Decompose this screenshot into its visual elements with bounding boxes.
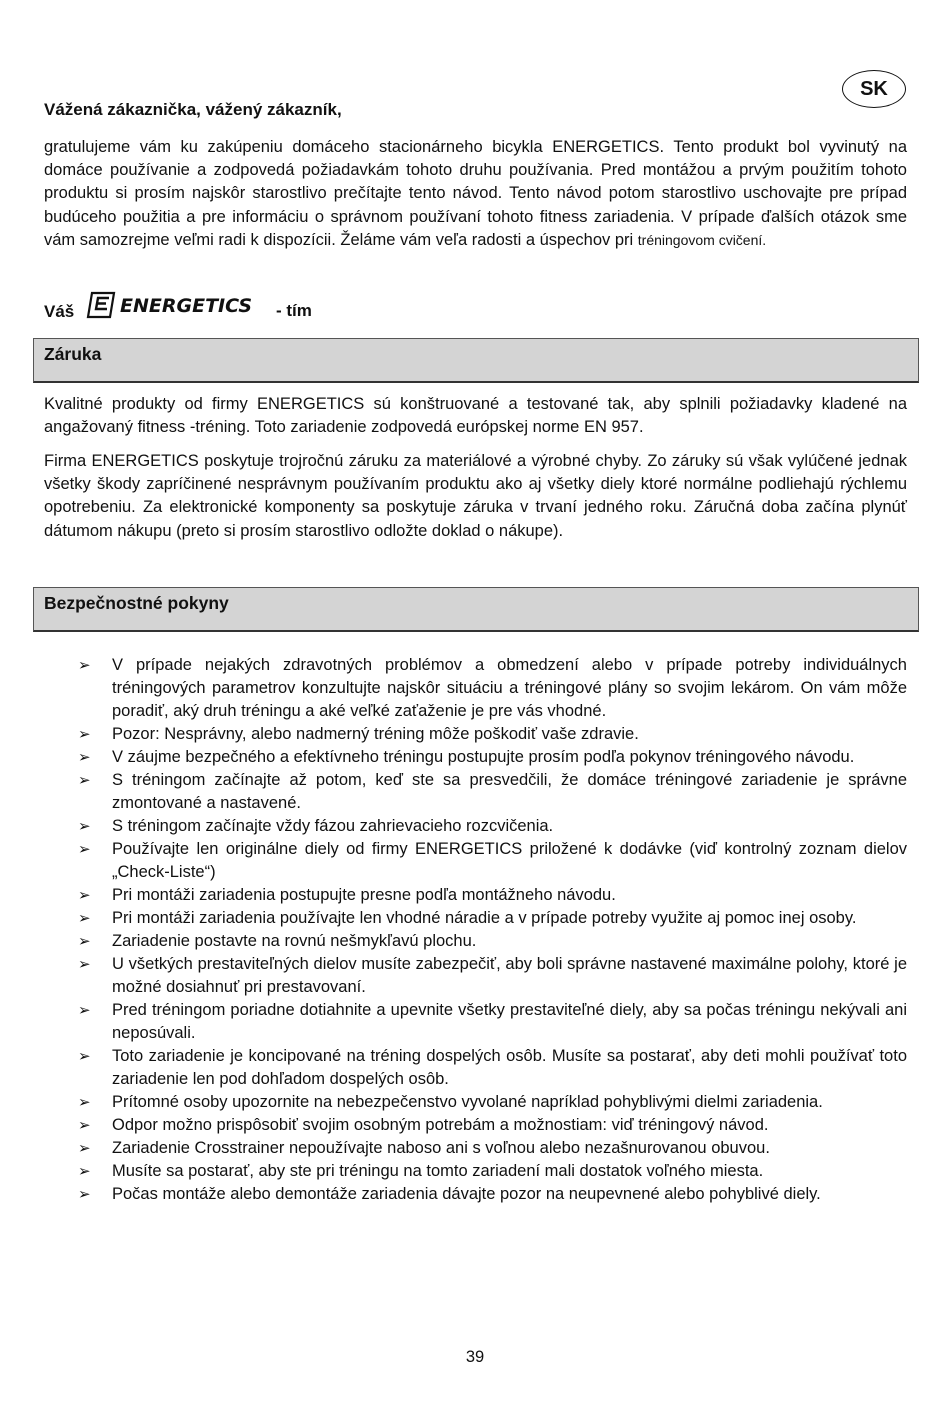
arrowhead-bullet-icon: ➢ bbox=[78, 887, 91, 904]
safety-item-text: Odpor možno prispôsobiť svojim osobným potrebám a možnostiam: viď tréningový návod. bbox=[112, 1116, 769, 1134]
safety-item-text: Pozor: Nesprávny, alebo nadmerný tréning môže poškodiť vaše zdravie. bbox=[112, 725, 639, 743]
warranty-header bbox=[33, 338, 919, 383]
intro-text: gratulujeme vám ku zakúpeniu domáceho stacionárneho bicykla ENERGETICS. Tento produkt bol vyvinutý na domáce používanie a zodpovedá požiadavkám tohoto druhu používania. Pred montážou a prvým použitím tohoto produktu si prosím najskôr starostlivo prečítajte tento návod. Tento návod potom starostlivo uschovajte pre prípad budúceho použitia a pre informáciu o správnom používaní tohoto fitness zariadenia. V prípade ďalších otázok sme vám samozrejme veľmi radi k dispozícii. Želáme vám veľa radosti a úspechov pri bbox=[44, 138, 907, 249]
arrowhead-bullet-icon: ➢ bbox=[78, 1163, 91, 1180]
safety-item-text: Používajte len originálne diely od firmy ENERGETICS priložené k dodávke (viď kontrolný zoznam dielov „Check-Liste“) bbox=[112, 840, 907, 881]
arrowhead-bullet-icon: ➢ bbox=[78, 1002, 91, 1019]
safety-list-item bbox=[78, 1114, 907, 1137]
safety-list-item bbox=[78, 907, 907, 930]
safety-heading: Bezpečnostné pokyny bbox=[44, 593, 229, 613]
arrowhead-bullet-icon: ➢ bbox=[78, 1117, 91, 1134]
arrowhead-bullet-icon: ➢ bbox=[78, 933, 91, 950]
safety-item-text: Pred tréningom poriadne dotiahnite a upevnite všetky prestaviteľné diely, aby sa počas tréningu nekývali ani neposúvali. bbox=[112, 1001, 907, 1042]
language-badge: SK bbox=[842, 70, 906, 108]
safety-item-text: V prípade nejakých zdravotných problémov a obmedzení alebo v prípade potreby individuálnych tréningových parametrov konzultujte najskôr situáciu a tréningové plány so svojim lekárom. On vám môže poradiť, aký druh tréningu a aké veľké zaťaženie je pre vás vhodné. bbox=[112, 656, 907, 720]
arrowhead-bullet-icon: ➢ bbox=[78, 1048, 91, 1065]
warranty-heading: Záruka bbox=[44, 344, 102, 364]
safety-list-item bbox=[78, 930, 907, 953]
safety-item-text: V záujme bezpečného a efektívneho tréningu postupujte prosím podľa pokynov tréningového návodu. bbox=[112, 748, 855, 766]
arrowhead-bullet-icon: ➢ bbox=[78, 1140, 91, 1157]
safety-list-item bbox=[78, 1183, 907, 1206]
safety-list-item bbox=[78, 815, 907, 838]
safety-list-item bbox=[78, 723, 907, 746]
team-prefix: Váš bbox=[44, 302, 75, 321]
arrowhead-bullet-icon: ➢ bbox=[78, 956, 91, 973]
safety-list-item bbox=[78, 654, 907, 723]
safety-item-text: S tréningom začínajte až potom, keď ste sa presvedčili, že domáce tréningové zariadenie je správne zmontované a nastavené. bbox=[112, 771, 907, 812]
safety-item-text: Zariadenie postavte na rovnú nešmykľavú plochu. bbox=[112, 932, 477, 950]
arrowhead-bullet-icon: ➢ bbox=[78, 657, 91, 674]
arrowhead-bullet-icon: ➢ bbox=[78, 772, 91, 789]
salutation: Vážená zákaznička, vážený zákazník, bbox=[44, 100, 342, 119]
intro-text-small: tréningovom cvičení. bbox=[637, 231, 767, 248]
safety-list-item bbox=[78, 769, 907, 815]
safety-list-item bbox=[78, 1160, 907, 1183]
warranty-paragraph-2: Firma ENERGETICS poskytuje trojročnú záruku za materiálové a výrobné chyby. Zo záruky sú však vylúčené jednak všetky škody zapríčinené nesprávnym používaním produktu ako aj všetky diely ktoré normálne podliehajú rýchlemu opotrebeniu. Za elektronické komponenty sa poskytuje záruka v trvaní jedného roku. Záručná doba začína plynúť dátumom nákupu (preto si prosím starostlivo odložte doklad o nákupe). bbox=[44, 452, 907, 540]
safety-list-item bbox=[78, 999, 907, 1045]
safety-item-text: Počas montáže alebo demontáže zariadenia dávajte pozor na neupevnené alebo pohyblivé diely. bbox=[112, 1185, 821, 1203]
safety-list-item bbox=[78, 746, 907, 769]
safety-item-text: Prítomné osoby upozornite na nebezpečenstvo vyvolané napríklad pohyblivými dielmi zariadenia. bbox=[112, 1093, 823, 1111]
safety-list-item bbox=[78, 1091, 907, 1114]
safety-list-item bbox=[78, 838, 907, 884]
arrowhead-bullet-icon: ➢ bbox=[78, 749, 91, 766]
page-number: 39 bbox=[465, 1348, 485, 1366]
safety-item-text: Musíte sa postarať, aby ste pri tréningu na tomto zariadení mali dostatok voľného miesta. bbox=[112, 1162, 764, 1180]
safety-header bbox=[33, 587, 919, 632]
safety-item-text: S tréningom začínajte vždy fázou zahrievacieho rozcvičenia. bbox=[112, 817, 554, 835]
arrowhead-bullet-icon: ➢ bbox=[78, 1094, 91, 1111]
safety-item-text: Zariadenie Crosstrainer nepoužívajte naboso ani s voľnou alebo nezašnurovanou obuvou. bbox=[112, 1139, 770, 1157]
safety-list-item bbox=[78, 953, 907, 999]
arrowhead-bullet-icon: ➢ bbox=[78, 910, 91, 927]
safety-list-item bbox=[78, 1045, 907, 1091]
safety-item-text: Toto zariadenie je koncipované na tréning dospelých osôb. Musíte sa postarať, aby deti mohli používať toto zariadenie len pod dohľadom dospelých osôb. bbox=[112, 1047, 907, 1088]
warranty-paragraph-1: Kvalitné produkty od firmy ENERGETICS sú konštruované a testované tak, aby splnili požiadavky kladené na angažovaný fitness -tréning. Toto zariadenie zodpovedá európskej norme EN 957. bbox=[44, 395, 907, 437]
arrowhead-bullet-icon: ➢ bbox=[78, 818, 91, 835]
logo-text: ENERGETICS bbox=[120, 295, 253, 317]
safety-list-item bbox=[78, 1137, 907, 1160]
arrowhead-bullet-icon: ➢ bbox=[78, 841, 91, 858]
safety-item-text: Pri montáži zariadenia používajte len vhodné náradie a v prípade potreby využite aj pomoc inej osoby. bbox=[112, 909, 857, 927]
energetics-e-logo-icon bbox=[88, 293, 114, 317]
arrowhead-bullet-icon: ➢ bbox=[78, 1186, 91, 1203]
safety-list bbox=[78, 654, 907, 1206]
team-suffix: - tím bbox=[276, 301, 312, 320]
safety-item-text: Pri montáži zariadenia postupujte presne podľa montážneho návodu. bbox=[112, 886, 616, 904]
arrowhead-bullet-icon: ➢ bbox=[78, 726, 91, 743]
energetics-logo bbox=[84, 290, 269, 320]
safety-item-text: U všetkých prestaviteľných dielov musíte zabezpečiť, aby boli správne nastavené maximálne polohy, ktoré je možné dosiahnuť pri prestavovaní. bbox=[112, 955, 907, 996]
intro-paragraph bbox=[44, 136, 907, 252]
safety-list-item bbox=[78, 884, 907, 907]
